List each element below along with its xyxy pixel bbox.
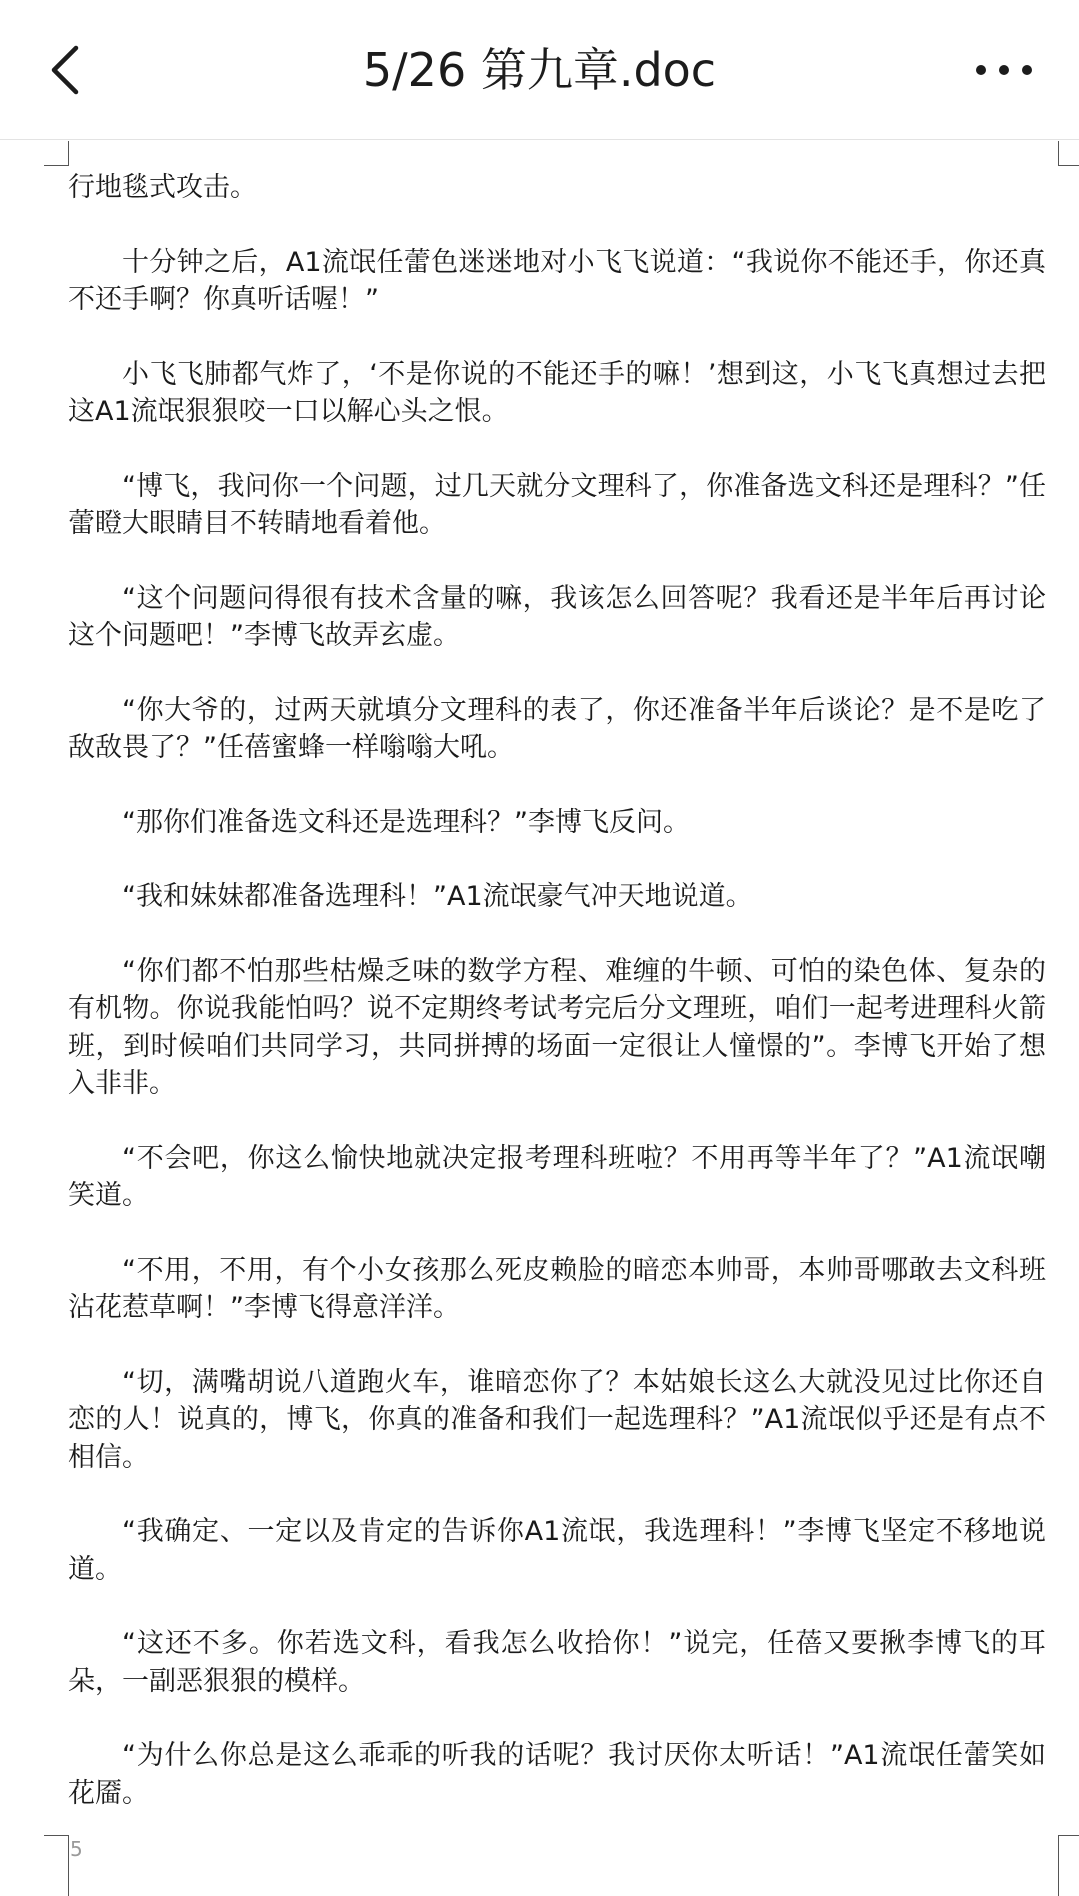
chevron-left-icon bbox=[40, 40, 100, 100]
paragraph: “那你们准备选文科还是选理科？”李博飞反问。 bbox=[122, 806, 690, 838]
page-corner-mark bbox=[44, 141, 69, 166]
paragraph: “我确定、一定以及肯定的告诉你A1流氓，我选理科！”李博飞坚定不移地说道。 bbox=[68, 1516, 1046, 1585]
top-bar bbox=[0, 0, 1079, 140]
document-title: 5/26 第九章.doc bbox=[362, 43, 717, 97]
paragraph: “你大爷的，过两天就填分文理科的表了，你还准备半年后谈论？是不是吃了敌敌畏了？”任蓓蜜蜂一样嗡嗡大吼。 bbox=[68, 694, 1046, 763]
back-button[interactable] bbox=[40, 40, 100, 100]
paragraph: “不用，不用，有个小女孩那么死皮赖脸的暗恋本帅哥，本帅哥哪敢去文科班沾花惹草啊！”李博飞得意洋洋。 bbox=[68, 1254, 1046, 1323]
more-button[interactable] bbox=[969, 45, 1039, 95]
document-page[interactable] bbox=[0, 141, 1079, 1895]
paragraph: “切，满嘴胡说八道跑火车，谁暗恋你了？本姑娘长这么大就没见过比你还自恋的人！说真的，博飞，你真的准备和我们一起选理科？”A1流氓似乎还是有点不相信。 bbox=[68, 1366, 1046, 1473]
page-number: 5 bbox=[70, 1837, 83, 1861]
paragraph: “这还不多。你若选文科，看我怎么收拾你！”说完，任蓓又要揪李博飞的耳朵，一副恶狠狠的模样。 bbox=[68, 1628, 1046, 1697]
paragraph: 行地毯式攻击。 bbox=[68, 172, 257, 203]
paragraph: “我和妹妹都准备选理科！”A1流氓豪气冲天地说道。 bbox=[122, 881, 753, 912]
paragraph: “这个问题问得很有技术含量的嘛，我该怎么回答呢？我看还是半年后再讨论这个问题吧！”李博飞故弄玄虚。 bbox=[68, 582, 1046, 651]
paragraph: “你们都不怕那些枯燥乏味的数学方程、难缠的牛顿、可怕的染色体、复杂的有机物。你说我能怕吗？说不定期终考试考完后分文理班，咱们一起考进理科火箭班，到时候咱们共同学习，共同拼搏的场面一定很让人憧憬的”。李博飞开始了想入非非。 bbox=[68, 955, 1046, 1099]
page-corner-mark bbox=[44, 1835, 69, 1896]
paragraph: 小飞飞肺都气炸了，‘不是你说的不能还手的嘛！’想到这，小飞飞真想过去把这A1流氓狠狠咬一口以解心头之恨。 bbox=[68, 358, 1046, 427]
paragraph: “博飞，我问你一个问题，过几天就分文理科了，你准备选文科还是理科？”任蕾瞪大眼睛目不转睛地看着他。 bbox=[68, 470, 1046, 539]
paragraph: 十分钟之后，A1流氓任蕾色迷迷地对小飞飞说道：“我说你不能还手，你还真不还手啊？你真听话喔！” bbox=[68, 246, 1046, 315]
paragraph: “不会吧，你这么愉快地就决定报考理科班啦？不用再等半年了？”A1流氓嘲笑道。 bbox=[68, 1142, 1046, 1211]
page-corner-mark bbox=[1058, 1835, 1079, 1896]
page-corner-mark bbox=[1058, 141, 1079, 166]
paragraph: “为什么你总是这么乖乖的听我的话呢？我讨厌你太听话！”A1流氓任蕾笑如花靥。 bbox=[68, 1740, 1046, 1809]
more-horizontal-icon bbox=[969, 45, 1039, 95]
document-body bbox=[68, 169, 1046, 1849]
